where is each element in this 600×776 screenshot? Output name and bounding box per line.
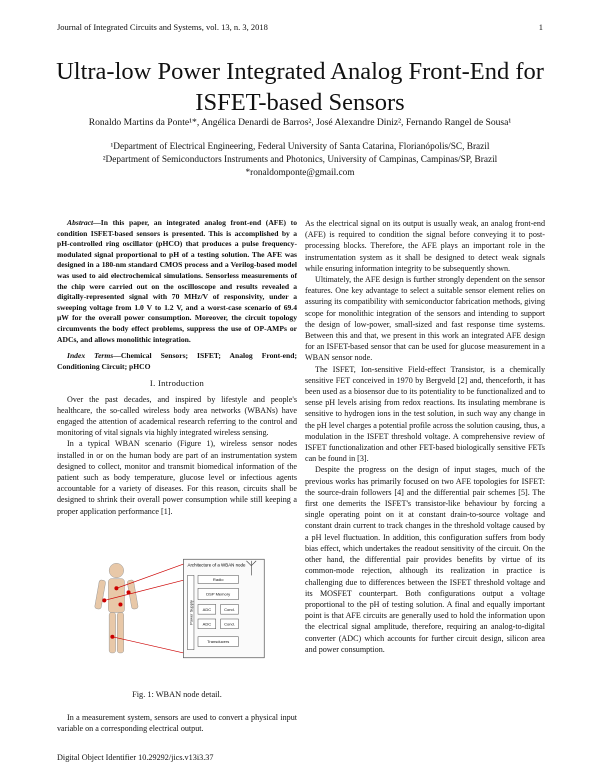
figure-caption: Fig. 1: WBAN node detail. xyxy=(132,690,222,699)
cond-label-2: Cond. xyxy=(224,621,235,627)
index-terms xyxy=(57,351,297,372)
intro-paragraph-3: In a measurement system, sensors are used to convert a physical input variable on a corresponding electrical output. xyxy=(57,713,297,734)
affiliation-2: ²Department of Semiconductors Instruments and Photonics, University of Campinas, Campinas/SP, Brazil xyxy=(102,155,498,165)
intro-paragraph-1: Over the past decades, and inspired by lifestyle and people's healthcare, the so-called wireless body area networks (WBANs) have engaged the attention of academical research referring to the control and monitoring of vital signals via highly integrated wireless sensing. xyxy=(57,394,297,438)
right-paragraph-3: The ISFET, Ion-sensitive Field-effect Transistor, is a chemically sensitive FET conceived in 1970 by Bergveld [2] and, thenceforth, it has been used as a biosensor due to its potentiality to be functionalized and to sense pH levels arising from redox reactions. Its insulating membrane is sensitive to hydrogen ions in the test solution, in such way any change in the pH level charges a potential profile across the solution causing, thus, a modulation in the ISFET threshold voltage. A comprehensive review of ISFET functionalization and other FET-based biologically sensitive FETs can be found in [3]. xyxy=(305,364,545,464)
adc-label-2: ADC xyxy=(202,621,212,627)
index-terms-label: Index Terms xyxy=(67,351,114,361)
right-paragraph-2: Ultimately, the AFE design is further strongly dependent on the sensor features. One key advantage to select a suitable sensor element relies on assuring its compatibility with semiconductor fabrication methods, giving scope for monolithic integration of the sensors and intending to support the design of low-power, small-sized and fast response time systems. Between this and that, we present in this work an integrated AFE design for an ISFET-based sensor that can be used for glucose measurement in a WBAN sensor node. xyxy=(305,275,545,363)
left-column xyxy=(57,218,297,517)
right-paragraph-4: Despite the progress on the design of input stages, much of the previous works has primarily focused on two AFE topologies for ISFET: the source-drain followers [4] and the differential pair schemes [5]. The first one demerits the ISFET's transistor-like behaviour by forcing a single operating point on it at constant drain-to-source voltage and constant drain current to track changes in the threshold voltage caused by a pH level fluctuation. In addition, this configuration suffers from body bias effect, which undertakes the readout sensitivity of the circuit. On the other hand, the differential pair provides benefits by virtue of its common-mode rejection, although its realization in practice is challenging due to differences between the ISFET threshold voltage and its MOSFET counterpart. Both configurations output a voltage proportional to the pH of testing solution. A final and equally important point is that AFE circuits are generally used to hold the information upon the electrical signal amplitude, therefore, requiring an analog-to-digital converter (ADC) which accounts for further circuit design, silicon area and power consumption. xyxy=(305,465,545,654)
doi-footer: Digital Object Identifier 10.29292/jics.v13i3.37 xyxy=(57,753,214,762)
journal-header: Journal of Integrated Circuits and Systems, vol. 13, n. 3, 2018 xyxy=(57,22,268,32)
wban-node-figure xyxy=(57,556,297,661)
corresponding-email: *ronaldomponte@gmail.com xyxy=(245,168,355,178)
architecture-title: Architecture of a WBAN node xyxy=(187,562,246,568)
abstract xyxy=(57,218,297,345)
left-column-after-figure xyxy=(57,712,297,734)
right-paragraph-1: As the electrical signal on its output is usually weak, an analog front-end (AFE) is required to condition the signal before conveying it to post-processing blocks. Therefore, the AFE plays an important role in the instrumentation system as it shall be designed to detect weak signals while ensuring information integrity to be subsequently shown. xyxy=(305,219,545,273)
right-column xyxy=(305,218,545,655)
power-supply-label: Power Supply xyxy=(188,600,194,625)
cond-label-1: Cond. xyxy=(224,606,235,612)
author-list: Ronaldo Martins da Ponte¹*, Angélica Denardi de Barros², José Alexandre Diniz², Fernando Rangel de Sousa¹ xyxy=(88,117,512,128)
adc-label-1: ADC xyxy=(202,606,212,612)
affiliation-1: ¹Department of Electrical Engineering, Federal University of Santa Catarina, Florianópolis/SC, Brazil xyxy=(110,142,490,152)
transducers-label: Transducers xyxy=(207,639,230,645)
page-number: 1 xyxy=(538,22,543,32)
title-line-2: ISFET-based Sensors xyxy=(195,89,405,116)
dsp-label: DSP Memory xyxy=(206,591,231,597)
intro-paragraph-2: In a typical WBAN scenario (Figure 1), wireless sensor nodes installed in or on the human body are part of an instrumentation system designed to collect, monitor and transmit biomedical information of the patient such as body temperature, glucose level or infectious agents accountable for a variety of diseases. For this reason, circuits shall be designed to shrink their overall power consumption while still keeping a proper application performance [1]. xyxy=(57,439,297,516)
title-line-1: Ultra-low Power Integrated Analog Front-End for xyxy=(56,58,544,85)
paper-title xyxy=(0,56,600,118)
radio-label: Radio xyxy=(212,577,224,583)
index-terms-text: —Chemical Sensors; ISFET; Analog Front-end; Conditioning Circuit; pHCO xyxy=(57,351,297,371)
abstract-text: —In this paper, an integrated analog front-end (AFE) to condition ISFET-based sensors is presented. This is accomplished by a pH-controlled ring oscillator (pHCO) that produces a pulse frequency-modulated signal proportional to pH of a testing solution. The AFE was designed in a 180-nm standard CMOS process and a Verilog-based model was used to aid electrochemical simulations. Sensorless measurements of the chip were carried out on the oscilloscope and results revealed a digitally-represented signal with 70 MHz/V of responsivity, under a sweeping voltage from 1.0 V to 1.2 V, and a worst-case scenario of 69.4 μW for the overall power consumption. Moreover, the circuit topology circumvents the body effect problems, suppress the use of OP-AMPs or ADCs, and allows monolithic integration. xyxy=(57,218,297,344)
human-body-illustration xyxy=(94,563,138,653)
section-heading: I. Introduction xyxy=(149,378,205,389)
abstract-label: Abstract xyxy=(67,218,94,227)
